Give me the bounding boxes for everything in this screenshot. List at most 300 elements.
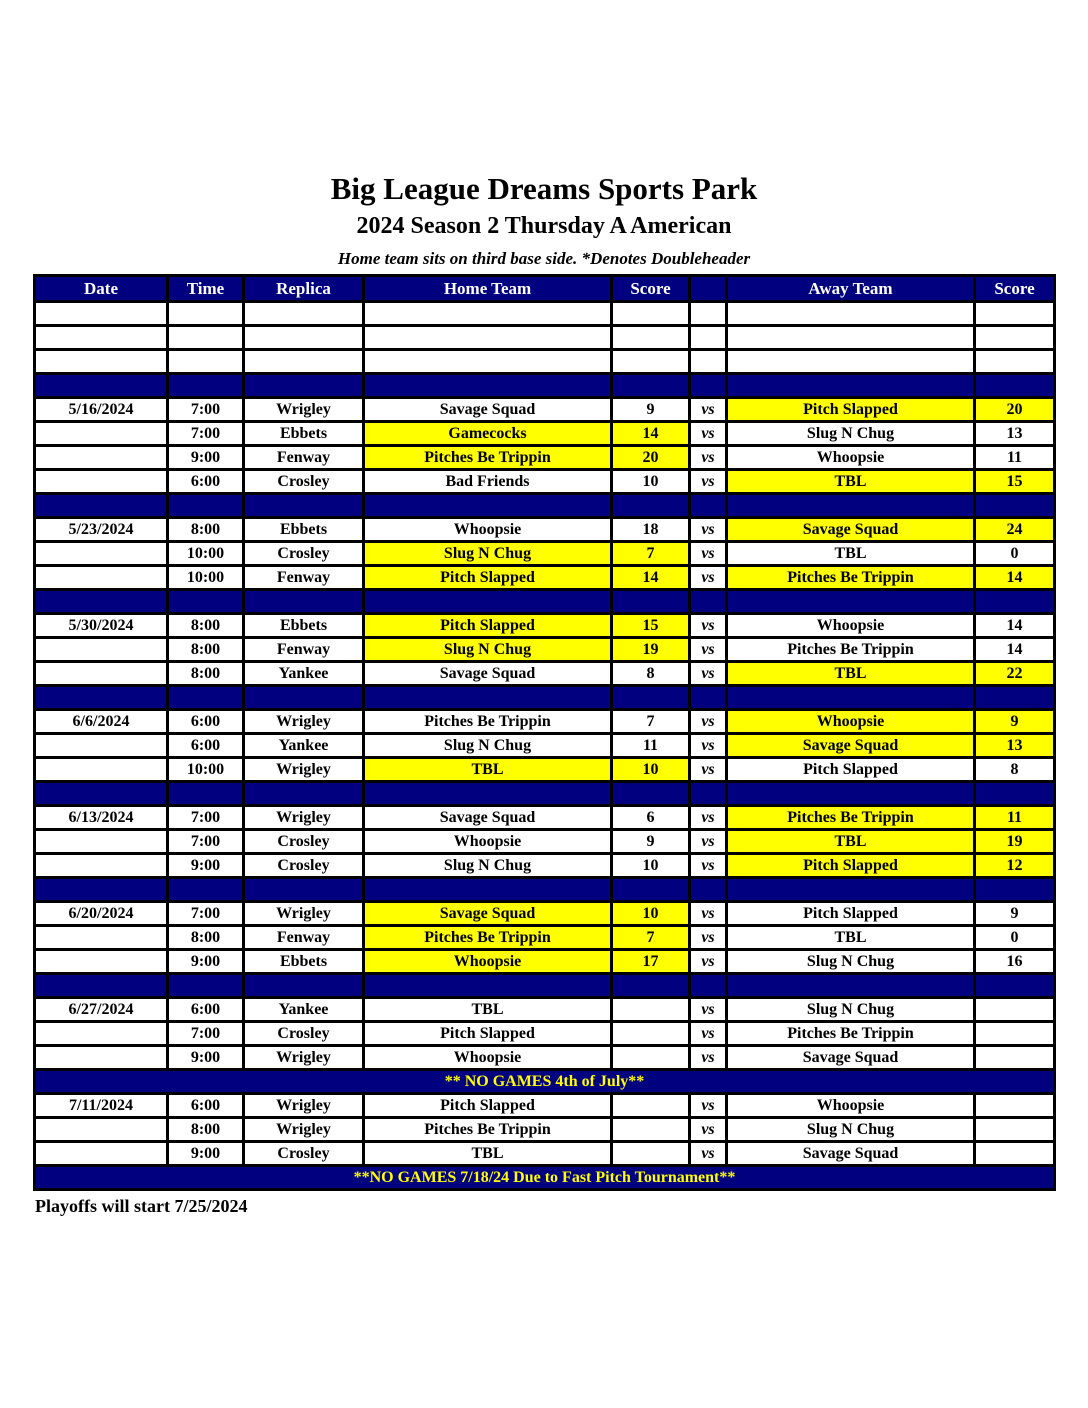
away-score-cell: 22 [975,662,1055,686]
home-team-cell: Pitch Slapped [364,1022,612,1046]
game-row [35,1046,1055,1070]
away-score-cell [975,1142,1055,1166]
away-team-cell: Slug N Chug [727,950,975,974]
replica-cell [244,326,364,350]
time-cell: 8:00 [168,638,244,662]
away-team-cell [727,302,975,326]
separator-row [35,494,1055,518]
replica-cell: Yankee [244,662,364,686]
home-team-cell: Slug N Chug [364,734,612,758]
home-score-cell: 20 [612,446,690,470]
replica-cell: Crosley [244,470,364,494]
separator-cell [168,590,244,614]
separator-cell [244,686,364,710]
replica-cell: Wrigley [244,398,364,422]
schedule-table-header [35,276,1055,302]
separator-cell [612,686,690,710]
replica-cell: Wrigley [244,1046,364,1070]
game-row [35,398,1055,422]
vs-cell: vs [690,950,727,974]
separator-cell [975,374,1055,398]
home-score-cell [612,350,690,374]
home-team-cell: Pitches Be Trippin [364,926,612,950]
separator-cell [975,782,1055,806]
vs-cell: vs [690,662,727,686]
vs-cell [690,350,727,374]
separator-cell [690,686,727,710]
date-cell [35,830,168,854]
home-team-cell: Savage Squad [364,806,612,830]
separator-cell [364,374,612,398]
home-team-cell: Pitch Slapped [364,614,612,638]
away-team-cell: Savage Squad [727,518,975,542]
vs-cell: vs [690,926,727,950]
game-row [35,806,1055,830]
separator-cell [690,494,727,518]
away-score-cell [975,1118,1055,1142]
separator-cell [690,590,727,614]
notice-text: ** NO GAMES 4th of July** [35,1070,1055,1094]
time-cell: 9:00 [168,446,244,470]
separator-cell [168,974,244,998]
away-team-cell: Pitches Be Trippin [727,1022,975,1046]
home-score-cell: 7 [612,542,690,566]
home-team-cell: Pitches Be Trippin [364,710,612,734]
separator-cell [35,974,168,998]
away-team-cell: Savage Squad [727,1046,975,1070]
away-score-cell [975,998,1055,1022]
replica-cell [244,302,364,326]
away-score-cell: 19 [975,830,1055,854]
replica-cell: Ebbets [244,614,364,638]
home-score-cell: 14 [612,422,690,446]
vs-cell: vs [690,446,727,470]
schedule-table-body [35,302,1055,1190]
separator-cell [612,974,690,998]
replica-cell: Wrigley [244,1094,364,1118]
home-team-cell: Savage Squad [364,662,612,686]
separator-cell [612,878,690,902]
separator-cell [168,686,244,710]
vs-cell: vs [690,566,727,590]
separator-cell [364,974,612,998]
separator-cell [727,590,975,614]
vs-cell: vs [690,1022,727,1046]
replica-cell: Ebbets [244,518,364,542]
separator-row [35,374,1055,398]
away-team-cell: Pitch Slapped [727,758,975,782]
page-subtitle: 2024 Season 2 Thursday A American [356,213,732,239]
time-cell: 8:00 [168,1118,244,1142]
away-team-cell: Savage Squad [727,1142,975,1166]
separator-cell [168,494,244,518]
vs-cell: vs [690,614,727,638]
time-cell: 6:00 [168,998,244,1022]
vs-cell: vs [690,638,727,662]
home-team-cell: Pitches Be Trippin [364,446,612,470]
game-row [35,950,1055,974]
replica-cell: Yankee [244,734,364,758]
home-team-note: Home team sits on third base side. *Denotes Doubleheader [337,249,751,268]
date-cell [35,926,168,950]
home-team-cell: Bad Friends [364,470,612,494]
away-score-cell: 0 [975,926,1055,950]
date-cell [35,1022,168,1046]
separator-cell [690,878,727,902]
away-team-cell: Whoopsie [727,1094,975,1118]
away-score-cell: 11 [975,806,1055,830]
home-score-cell: 7 [612,710,690,734]
home-score-cell [612,998,690,1022]
away-team-cell [727,326,975,350]
date-cell: 5/16/2024 [35,398,168,422]
separator-cell [244,374,364,398]
game-row [35,854,1055,878]
date-cell [35,854,168,878]
home-score-cell: 10 [612,854,690,878]
away-score-cell: 13 [975,734,1055,758]
away-team-cell: Whoopsie [727,614,975,638]
replica-cell: Wrigley [244,806,364,830]
column-header-away-score: Score [975,276,1055,302]
time-cell [168,302,244,326]
separator-cell [612,374,690,398]
game-row [35,1142,1055,1166]
home-score-cell: 17 [612,950,690,974]
home-team-cell: Whoopsie [364,1046,612,1070]
header-row [35,276,1055,302]
date-cell [35,302,168,326]
home-score-cell [612,302,690,326]
time-cell: 9:00 [168,950,244,974]
away-team-cell: Savage Squad [727,734,975,758]
separator-cell [975,878,1055,902]
notice-row [35,1166,1055,1190]
home-team-cell: TBL [364,998,612,1022]
separator-row [35,782,1055,806]
away-team-cell: Pitches Be Trippin [727,566,975,590]
date-cell [35,1142,168,1166]
time-cell: 7:00 [168,902,244,926]
separator-cell [35,686,168,710]
game-row [35,902,1055,926]
time-cell: 9:00 [168,854,244,878]
away-score-cell [975,1046,1055,1070]
away-score-cell: 16 [975,950,1055,974]
home-team-cell [364,326,612,350]
date-cell [35,734,168,758]
vs-cell [690,302,727,326]
home-team-cell: Savage Squad [364,398,612,422]
game-row [35,542,1055,566]
game-row [35,758,1055,782]
home-score-cell: 8 [612,662,690,686]
separator-row [35,878,1055,902]
date-cell: 6/20/2024 [35,902,168,926]
separator-cell [364,782,612,806]
time-cell: 8:00 [168,614,244,638]
schedule-table [33,274,1056,1191]
time-cell: 7:00 [168,830,244,854]
date-cell: 6/27/2024 [35,998,168,1022]
home-score-cell [612,1142,690,1166]
time-cell: 9:00 [168,1142,244,1166]
date-cell [35,758,168,782]
home-team-cell [364,350,612,374]
game-row [35,470,1055,494]
column-header-time: Time [168,276,244,302]
time-cell: 7:00 [168,1022,244,1046]
away-score-cell [975,326,1055,350]
away-team-cell: Slug N Chug [727,422,975,446]
home-score-cell: 10 [612,902,690,926]
home-score-cell: 9 [612,398,690,422]
home-team-cell [364,302,612,326]
separator-cell [364,494,612,518]
home-team-cell: Pitches Be Trippin [364,1118,612,1142]
date-cell [35,1118,168,1142]
game-row [35,614,1055,638]
away-team-cell: TBL [727,470,975,494]
vs-cell: vs [690,854,727,878]
away-score-cell [975,1022,1055,1046]
replica-cell: Wrigley [244,1118,364,1142]
date-cell: 6/6/2024 [35,710,168,734]
notice-row [35,1070,1055,1094]
away-team-cell: Pitches Be Trippin [727,806,975,830]
date-cell [35,542,168,566]
home-score-cell: 10 [612,758,690,782]
separator-cell [35,494,168,518]
away-team-cell: Pitches Be Trippin [727,638,975,662]
replica-cell: Crosley [244,1142,364,1166]
home-score-cell: 9 [612,830,690,854]
replica-cell: Crosley [244,854,364,878]
home-score-cell: 14 [612,566,690,590]
column-header-vs [690,276,727,302]
separator-cell [612,782,690,806]
separator-cell [975,590,1055,614]
time-cell: 6:00 [168,734,244,758]
separator-cell [244,590,364,614]
away-team-cell: TBL [727,542,975,566]
away-score-cell: 14 [975,638,1055,662]
home-team-cell: Gamecocks [364,422,612,446]
date-cell [35,350,168,374]
date-cell [35,446,168,470]
away-score-cell: 11 [975,446,1055,470]
separator-cell [975,686,1055,710]
home-team-cell: TBL [364,758,612,782]
date-cell: 6/13/2024 [35,806,168,830]
separator-cell [612,590,690,614]
away-score-cell: 15 [975,470,1055,494]
home-team-cell: Pitch Slapped [364,566,612,590]
home-score-cell: 15 [612,614,690,638]
away-team-cell: TBL [727,830,975,854]
replica-cell: Yankee [244,998,364,1022]
separator-cell [364,686,612,710]
away-score-cell: 14 [975,566,1055,590]
home-team-cell: Whoopsie [364,830,612,854]
home-team-cell: Slug N Chug [364,854,612,878]
separator-cell [244,878,364,902]
separator-cell [244,494,364,518]
away-score-cell [975,350,1055,374]
vs-cell [690,326,727,350]
vs-cell: vs [690,542,727,566]
separator-cell [35,782,168,806]
away-score-cell: 20 [975,398,1055,422]
empty-row [35,302,1055,326]
home-score-cell: 10 [612,470,690,494]
separator-cell [690,782,727,806]
vs-cell: vs [690,710,727,734]
home-team-cell: Pitch Slapped [364,1094,612,1118]
away-team-cell: Whoopsie [727,710,975,734]
separator-cell [168,878,244,902]
empty-row [35,350,1055,374]
separator-cell [168,374,244,398]
away-team-cell: Pitch Slapped [727,902,975,926]
date-cell [35,566,168,590]
home-team-cell: Whoopsie [364,518,612,542]
separator-cell [727,374,975,398]
home-score-cell [612,326,690,350]
time-cell: 10:00 [168,758,244,782]
separator-cell [727,686,975,710]
date-cell [35,1046,168,1070]
replica-cell: Fenway [244,446,364,470]
vs-cell: vs [690,806,727,830]
home-team-cell: TBL [364,1142,612,1166]
time-cell: 7:00 [168,806,244,830]
replica-cell: Crosley [244,1022,364,1046]
replica-cell: Fenway [244,566,364,590]
replica-cell: Wrigley [244,710,364,734]
home-team-cell: Slug N Chug [364,542,612,566]
date-cell [35,662,168,686]
game-row [35,446,1055,470]
separator-cell [727,974,975,998]
separator-cell [612,494,690,518]
separator-cell [975,974,1055,998]
time-cell: 7:00 [168,398,244,422]
away-team-cell [727,350,975,374]
away-team-cell: Pitch Slapped [727,398,975,422]
separator-cell [690,974,727,998]
away-score-cell: 9 [975,710,1055,734]
vs-cell: vs [690,1118,727,1142]
game-row [35,710,1055,734]
date-cell [35,470,168,494]
separator-cell [690,374,727,398]
away-score-cell: 8 [975,758,1055,782]
game-row [35,1022,1055,1046]
away-score-cell: 0 [975,542,1055,566]
game-row [35,734,1055,758]
game-row [35,1118,1055,1142]
time-cell: 9:00 [168,1046,244,1070]
column-header-replica: Replica [244,276,364,302]
home-score-cell [612,1046,690,1070]
away-team-cell: Slug N Chug [727,998,975,1022]
home-score-cell: 11 [612,734,690,758]
vs-cell: vs [690,422,727,446]
away-score-cell: 12 [975,854,1055,878]
separator-cell [35,878,168,902]
time-cell [168,350,244,374]
time-cell: 6:00 [168,1094,244,1118]
column-header-home-team: Home Team [364,276,612,302]
time-cell: 8:00 [168,518,244,542]
time-cell: 10:00 [168,566,244,590]
home-score-cell: 7 [612,926,690,950]
date-cell [35,638,168,662]
vs-cell: vs [690,1094,727,1118]
game-row [35,638,1055,662]
page-title: Big League Dreams Sports Park [330,171,758,206]
separator-row [35,686,1055,710]
separator-cell [168,782,244,806]
replica-cell: Fenway [244,638,364,662]
game-row [35,566,1055,590]
separator-cell [975,494,1055,518]
home-score-cell: 18 [612,518,690,542]
replica-cell: Crosley [244,830,364,854]
separator-cell [727,878,975,902]
replica-cell: Ebbets [244,422,364,446]
home-score-cell: 19 [612,638,690,662]
replica-cell: Fenway [244,926,364,950]
time-cell: 8:00 [168,662,244,686]
time-cell: 8:00 [168,926,244,950]
date-cell [35,950,168,974]
game-row [35,518,1055,542]
vs-cell: vs [690,398,727,422]
separator-cell [244,782,364,806]
separator-row [35,974,1055,998]
column-header-away-team: Away Team [727,276,975,302]
date-cell: 5/23/2024 [35,518,168,542]
date-cell [35,326,168,350]
home-team-cell: Savage Squad [364,902,612,926]
vs-cell: vs [690,518,727,542]
separator-cell [364,878,612,902]
time-cell: 6:00 [168,470,244,494]
empty-row [35,326,1055,350]
away-team-cell: TBL [727,926,975,950]
game-row [35,1094,1055,1118]
time-cell: 6:00 [168,710,244,734]
home-score-cell [612,1022,690,1046]
date-cell [35,422,168,446]
vs-cell: vs [690,830,727,854]
time-cell: 7:00 [168,422,244,446]
replica-cell: Wrigley [244,902,364,926]
away-team-cell: Slug N Chug [727,1118,975,1142]
time-cell [168,326,244,350]
home-team-cell: Whoopsie [364,950,612,974]
home-score-cell: 6 [612,806,690,830]
separator-cell [364,590,612,614]
vs-cell: vs [690,470,727,494]
separator-cell [35,374,168,398]
playoffs-note: Playoffs will start 7/25/2024 [35,1196,248,1216]
separator-row [35,590,1055,614]
column-header-date: Date [35,276,168,302]
game-row [35,662,1055,686]
